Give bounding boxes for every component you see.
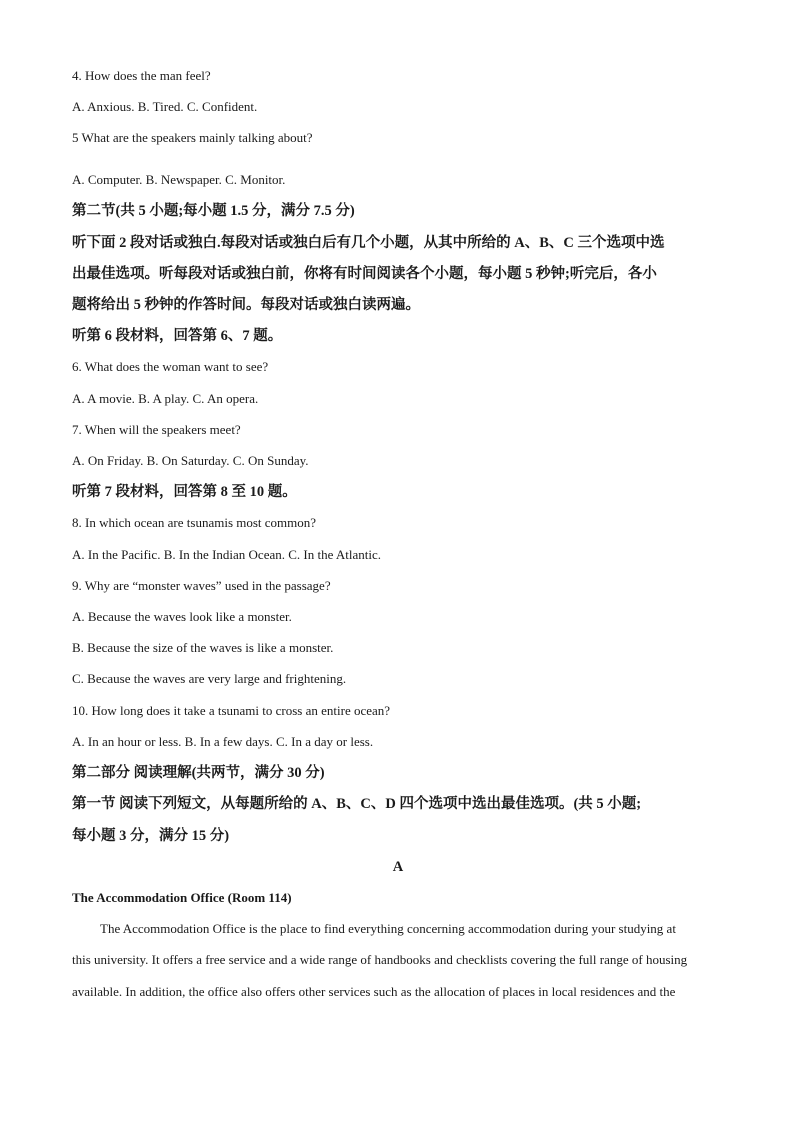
reading-section-1-instruction-line-2: 每小题 3 分，满分 15 分) <box>72 828 230 844</box>
reading-section-1-instruction-line-1: 第一节 阅读下列短文，从每题所给的 A、B、C、D 四个选项中选出最佳选项。(共 5 小题; <box>72 796 642 812</box>
question-8-options: A. In the Pacific. B. In the Indian Ocean. C. In the Atlantic. <box>72 547 382 562</box>
passage-line-1: The Accommodation Office is the place to find everything concerning accommodation during your studying at <box>100 921 676 936</box>
passage-line-3: available. In addition, the office also offers other services such as the allocation of places in local residences and the <box>72 984 676 999</box>
question-6: 6. What does the woman want to see? <box>72 359 269 374</box>
question-10: 10. How long does it take a tsunami to cross an entire ocean? <box>72 703 391 718</box>
part-2-title: 第二部分 阅读理解(共两节，满分 30 分) <box>72 765 325 781</box>
section-2-instruction-line-1: 听下面 2 段对话或独白.每段对话或独白后有几个小题，从其中所给的 A、B、C 三个选项中选 <box>72 235 665 251</box>
question-9-option-c: C. Because the waves are very large and frightening. <box>72 671 347 686</box>
question-9-option-a: A. Because the waves look like a monster. <box>72 609 292 624</box>
question-10-options: A. In an hour or less. B. In a few days. C. In a day or less. <box>72 734 374 749</box>
question-9-option-b: B. Because the size of the waves is like a monster. <box>72 640 334 655</box>
question-6-options: A. A movie. B. A play. C. An opera. <box>72 391 259 406</box>
material-6-title: 听第 6 段材料，回答第 6、7 题。 <box>72 328 283 344</box>
question-4: 4. How does the man feel? <box>72 68 211 83</box>
section-2-title: 第二节(共 5 小题;每小题 1.5 分，满分 7.5 分) <box>72 203 355 219</box>
passage-letter: A <box>392 859 404 875</box>
question-5-options: A. Computer. B. Newspaper. C. Monitor. <box>72 172 286 187</box>
question-8: 8. In which ocean are tsunamis most common? <box>72 515 317 530</box>
section-2-instruction-line-2: 出最佳选项。听每段对话或独白前，你将有时间阅读各个小题，每小题 5 秒钟;听完后，各小 <box>72 266 657 282</box>
section-2-instruction-line-3: 题将给出 5 秒钟的作答时间。每段对话或独白读两遍。 <box>72 297 420 313</box>
question-7-options: A. On Friday. B. On Saturday. C. On Sunday. <box>72 453 309 468</box>
question-9: 9. Why are “monster waves” used in the passage? <box>72 578 331 593</box>
passage-title: The Accommodation Office (Room 114) <box>72 890 292 905</box>
material-7-title: 听第 7 段材料，回答第 8 至 10 题。 <box>72 484 297 500</box>
question-4-options: A. Anxious. B. Tired. C. Confident. <box>72 99 258 114</box>
question-5: 5 What are the speakers mainly talking about? <box>72 130 313 145</box>
passage-line-2: this university. It offers a free service and a wide range of handbooks and checklists covering the full range of housing <box>72 952 688 967</box>
question-7: 7. When will the speakers meet? <box>72 422 241 437</box>
